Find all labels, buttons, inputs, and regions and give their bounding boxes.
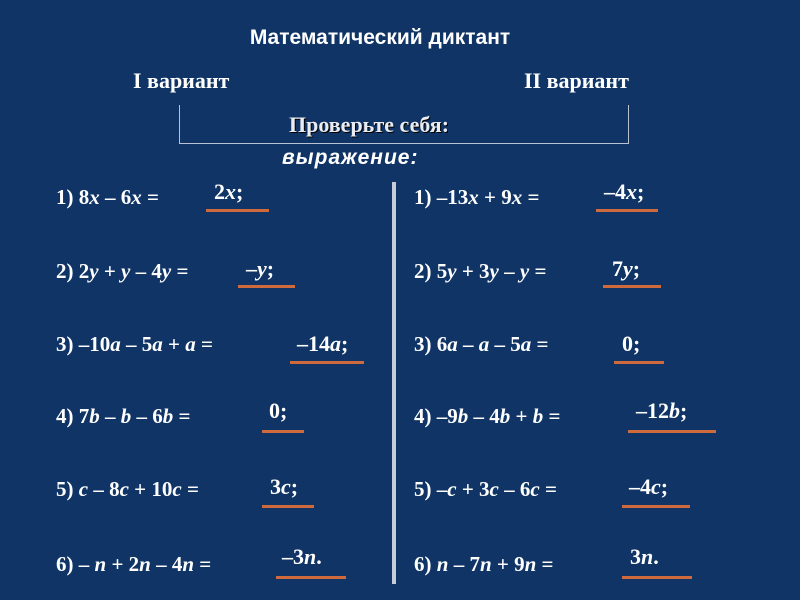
check-yourself-label: Проверьте себя:	[289, 112, 450, 137]
variant-2-heading: II вариант	[524, 68, 629, 93]
left-expression-4: 4) 7b – b – 6b =	[56, 404, 191, 428]
right-answer-1: –4x;	[604, 179, 645, 204]
left-answer-line-6	[276, 576, 346, 579]
page-title: Математический диктант	[249, 26, 511, 49]
right-answer-2: 7y;	[612, 256, 641, 281]
column-divider	[392, 182, 396, 584]
right-answer-line-6	[622, 576, 692, 579]
right-answer-5: –4c;	[629, 474, 669, 499]
right-answer-3: 0;	[622, 331, 641, 356]
left-expression-6: 6) – n + 2n – 4n =	[56, 552, 212, 576]
right-answer-6: 3n.	[630, 544, 659, 569]
subtitle: выражение:	[282, 146, 419, 169]
left-answer-line-5	[262, 505, 314, 508]
left-expression-2: 2) 2y + y – 4y =	[56, 259, 189, 283]
right-expression-1: 1) –13x + 9x =	[414, 185, 540, 209]
left-expression-1: 1) 8x – 6x =	[56, 185, 159, 209]
variant-1-heading: I вариант	[133, 68, 230, 93]
left-answer-3: –14a;	[297, 331, 349, 356]
right-expression-5: 5) –c + 3c – 6c =	[414, 477, 557, 501]
left-answer-6: –3n.	[282, 544, 322, 569]
left-expression-5: 5) c – 8c + 10c =	[56, 477, 199, 501]
left-answer-line-1	[206, 209, 269, 212]
right-expression-4: 4) –9b – 4b + b =	[414, 404, 561, 428]
right-answer-line-4	[628, 430, 716, 433]
right-answer-line-5	[622, 505, 690, 508]
left-answer-4: 0;	[269, 398, 288, 423]
left-expression-3: 3) –10a – 5a + a =	[56, 332, 213, 356]
right-expression-2: 2) 5y + 3y – y =	[414, 259, 547, 283]
left-answer-line-3	[290, 361, 364, 364]
left-answer-2: –y;	[246, 256, 275, 281]
left-answer-line-2	[238, 285, 295, 288]
right-expression-6: 6) n – 7n + 9n =	[414, 552, 554, 576]
right-answer-line-1	[596, 209, 658, 212]
right-expression-3: 3) 6a – a – 5a =	[414, 332, 549, 356]
left-answer-1: 2x;	[214, 179, 244, 204]
left-answer-line-4	[262, 430, 304, 433]
right-answer-line-2	[603, 285, 661, 288]
right-answer-4: –12b;	[636, 398, 688, 423]
left-answer-5: 3c;	[270, 474, 299, 499]
right-answer-line-3	[614, 361, 664, 364]
